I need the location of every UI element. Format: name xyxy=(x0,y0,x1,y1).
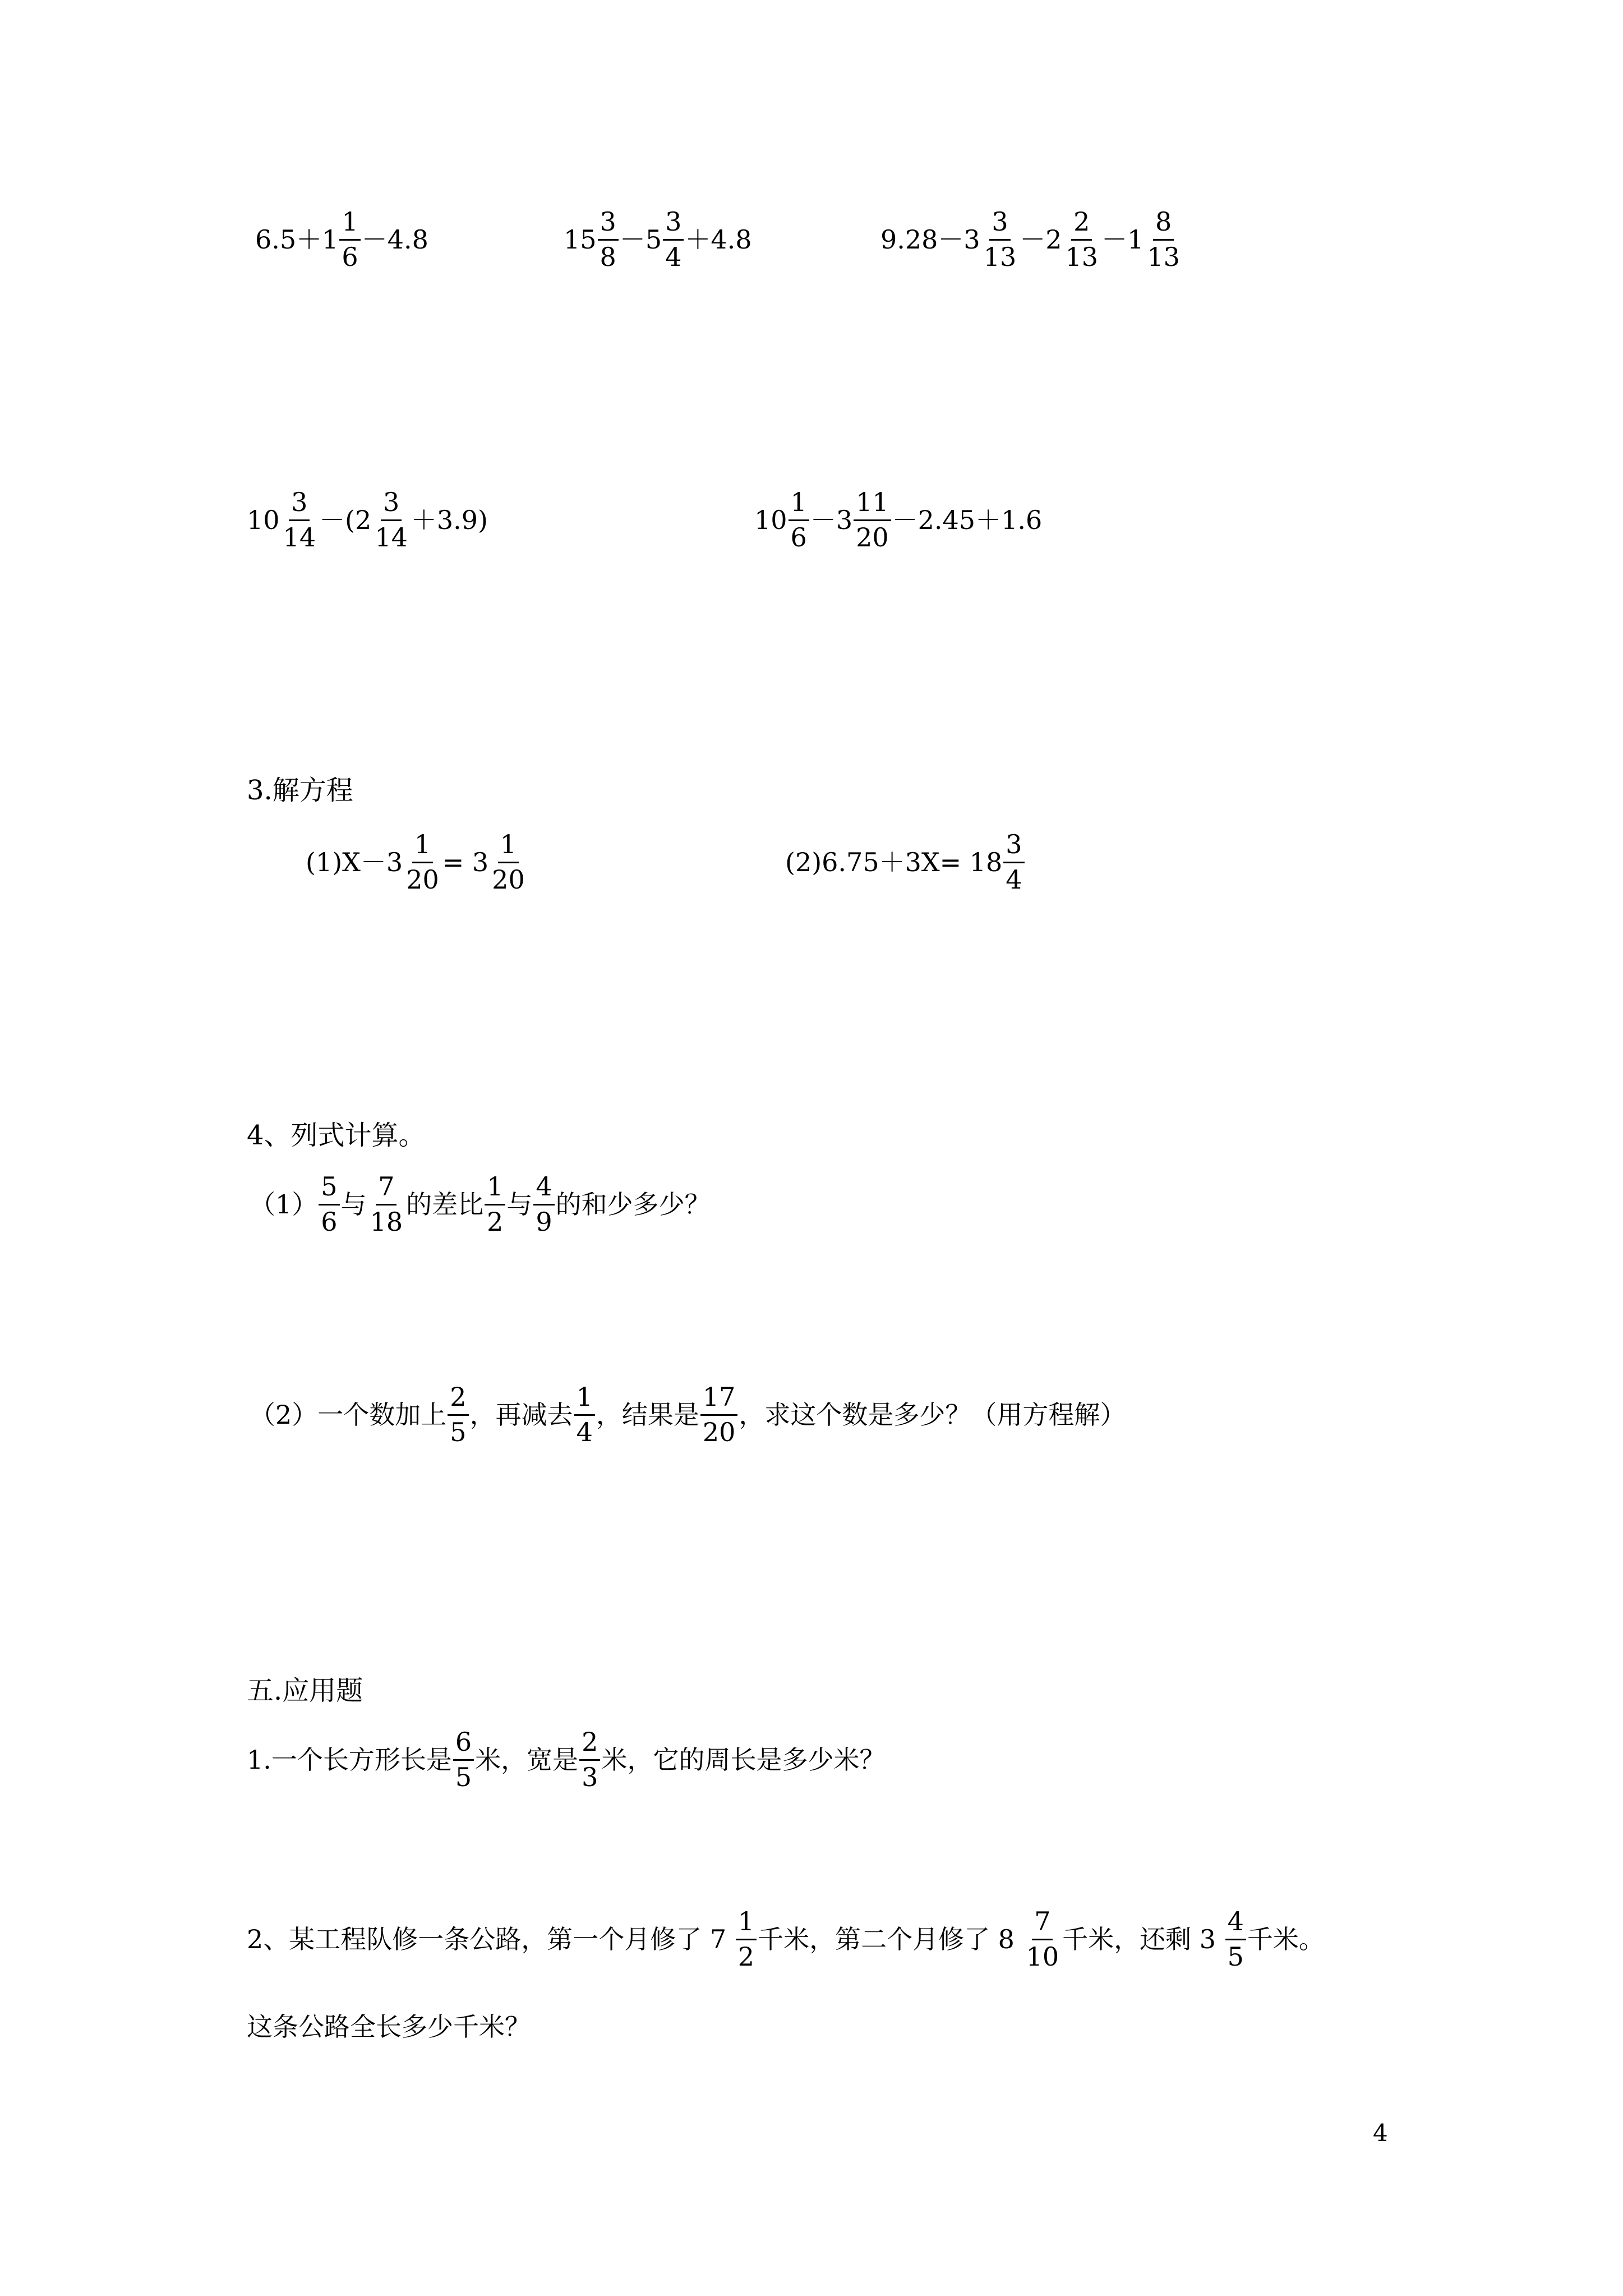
expr-text: ＋4.8 xyxy=(685,224,752,255)
fraction xyxy=(981,208,1019,272)
fraction xyxy=(1225,1907,1246,1971)
fraction-numerator: 1 xyxy=(736,1907,757,1940)
expr-text: －2 xyxy=(1020,224,1062,255)
expr-text: －(2 xyxy=(319,505,372,536)
expr-text: 10 xyxy=(247,505,280,536)
fraction xyxy=(339,208,360,272)
expr-text: 15 xyxy=(564,224,597,255)
fraction-denominator: 4 xyxy=(1006,864,1022,895)
fraction-numerator: 2 xyxy=(1071,208,1092,241)
fraction-numerator: 4 xyxy=(533,1172,554,1205)
fraction-denominator: 3 xyxy=(582,1761,598,1792)
expr-text: 的差比 xyxy=(406,1189,484,1220)
expr-text: 米，它的周长是多少米？ xyxy=(601,1745,886,1775)
fraction xyxy=(404,830,441,894)
expr-1 xyxy=(255,208,428,272)
expr-text: (1)X－3 xyxy=(306,847,403,878)
fraction-denominator: 9 xyxy=(536,1206,552,1237)
fraction xyxy=(579,1728,600,1792)
fraction xyxy=(1145,208,1182,272)
fraction-denominator: 13 xyxy=(1065,241,1099,272)
expr-text: －2.45＋1.6 xyxy=(892,505,1043,536)
fraction xyxy=(453,1728,474,1792)
equation-2 xyxy=(785,830,1026,894)
expr-text: －5 xyxy=(619,224,662,255)
fraction-numerator: 1 xyxy=(412,830,433,863)
fraction-numerator: 11 xyxy=(854,488,891,521)
fraction xyxy=(490,830,527,894)
fraction xyxy=(1063,208,1101,272)
fraction-numerator: 3 xyxy=(663,208,684,241)
expr-text: （1） xyxy=(250,1189,318,1220)
fraction xyxy=(372,488,410,552)
fraction-denominator: 20 xyxy=(492,864,525,895)
expr-text: －1 xyxy=(1101,224,1144,255)
expr-text: 2、某工程队修一条公路，第一个月修了 7 xyxy=(247,1924,735,1955)
fraction xyxy=(485,1172,505,1236)
expr-5 xyxy=(754,488,1042,552)
expr-text: 10 xyxy=(754,505,787,536)
expr-text: 与 xyxy=(506,1189,533,1220)
expr-3 xyxy=(880,208,1183,272)
fraction-denominator: 13 xyxy=(983,241,1017,272)
fraction xyxy=(736,1907,757,1971)
fraction-denominator: 2 xyxy=(487,1206,504,1237)
fraction-numerator: 1 xyxy=(498,830,519,863)
fraction-numerator: 2 xyxy=(579,1728,600,1761)
fraction-numerator: 7 xyxy=(1032,1907,1053,1940)
fraction-denominator: 20 xyxy=(406,864,439,895)
fraction-denominator: 13 xyxy=(1147,241,1180,272)
fraction xyxy=(533,1172,554,1236)
fraction xyxy=(448,1383,468,1447)
fraction-numerator: 17 xyxy=(700,1383,738,1416)
fraction xyxy=(1003,830,1024,894)
expr-text: 千米。 xyxy=(1247,1924,1325,1955)
expr-text: －3 xyxy=(810,505,853,536)
fraction xyxy=(1024,1907,1062,1971)
question-5-2-line-2: 这条公路全长多少千米？ xyxy=(247,2012,531,2042)
fraction-numerator: 3 xyxy=(1003,830,1024,863)
fraction-numerator: 4 xyxy=(1225,1907,1246,1940)
fraction-denominator: 20 xyxy=(856,522,889,553)
fraction-denominator: 5 xyxy=(450,1416,467,1447)
fraction-numerator: 3 xyxy=(289,488,310,521)
fraction xyxy=(598,208,619,272)
question-4-2 xyxy=(250,1383,1126,1447)
section-5-title: 五.应用题 xyxy=(247,1675,363,1706)
fraction-denominator: 10 xyxy=(1026,1941,1059,1972)
fraction xyxy=(789,488,809,552)
fraction-denominator: 6 xyxy=(321,1206,338,1237)
fraction-denominator: 14 xyxy=(375,522,408,553)
fraction xyxy=(854,488,891,552)
fraction xyxy=(663,208,684,272)
expr-text: ，结果是 xyxy=(596,1400,699,1430)
fraction-numerator: 1 xyxy=(789,488,809,521)
expr-text: (2)6.75＋3X= 18 xyxy=(785,847,1003,878)
expr-text: 1.一个长方形长是 xyxy=(247,1745,452,1775)
fraction-denominator: 6 xyxy=(790,522,807,553)
fraction-numerator: 3 xyxy=(381,488,402,521)
fraction-denominator: 18 xyxy=(370,1206,403,1237)
fraction-denominator: 4 xyxy=(576,1416,593,1447)
expr-text: ，再减去 xyxy=(469,1400,573,1430)
fraction-denominator: 5 xyxy=(455,1761,472,1792)
fraction-denominator: 8 xyxy=(600,241,616,272)
expr-text: 米，宽是 xyxy=(475,1745,579,1775)
fraction-numerator: 2 xyxy=(448,1383,468,1416)
fraction-denominator: 5 xyxy=(1227,1941,1244,1972)
expr-text: －4.8 xyxy=(361,224,428,255)
equation-1 xyxy=(306,830,528,894)
fraction xyxy=(700,1383,738,1447)
expr-text: 9.28－3 xyxy=(880,224,980,255)
fraction xyxy=(281,488,319,552)
fraction-numerator: 7 xyxy=(376,1172,396,1205)
question-5-1 xyxy=(247,1728,885,1792)
fraction-numerator: 1 xyxy=(339,208,360,241)
question-4-1 xyxy=(250,1172,711,1236)
fraction xyxy=(368,1172,405,1236)
expr-text: ＋3.9) xyxy=(411,505,488,536)
fraction-denominator: 4 xyxy=(665,241,682,272)
expr-text: 千米，还剩 3 xyxy=(1062,1924,1224,1955)
fraction-numerator: 3 xyxy=(598,208,619,241)
fraction-numerator: 6 xyxy=(453,1728,474,1761)
fraction-denominator: 2 xyxy=(737,1941,755,1972)
fraction-numerator: 3 xyxy=(989,208,1010,241)
expr-text: = 3 xyxy=(442,847,489,878)
expr-text: （2）一个数加上 xyxy=(250,1400,447,1430)
page-number: 4 xyxy=(1373,2119,1388,2147)
question-5-2-line-1 xyxy=(247,1907,1325,1971)
expr-text: 的和少多少？ xyxy=(555,1189,711,1220)
fraction-numerator: 5 xyxy=(319,1172,339,1205)
fraction-denominator: 6 xyxy=(342,241,358,272)
expr-text: 与 xyxy=(340,1189,367,1220)
expr-2 xyxy=(564,208,752,272)
fraction xyxy=(319,1172,339,1236)
fraction-numerator: 1 xyxy=(485,1172,505,1205)
section-3-title: 3.解方程 xyxy=(247,775,353,806)
fraction-denominator: 20 xyxy=(702,1416,736,1447)
expr-text: 千米，第二个月修了 8 xyxy=(758,1924,1023,1955)
expr-text: ，求这个数是多少？（用方程解） xyxy=(739,1400,1126,1430)
expr-4 xyxy=(247,488,488,552)
fraction xyxy=(574,1383,595,1447)
fraction-denominator: 14 xyxy=(283,522,316,553)
fraction-numerator: 8 xyxy=(1153,208,1174,241)
expr-text: 6.5＋1 xyxy=(255,224,339,255)
section-4-title: 4、列式计算。 xyxy=(247,1120,426,1151)
fraction-numerator: 1 xyxy=(574,1383,595,1416)
